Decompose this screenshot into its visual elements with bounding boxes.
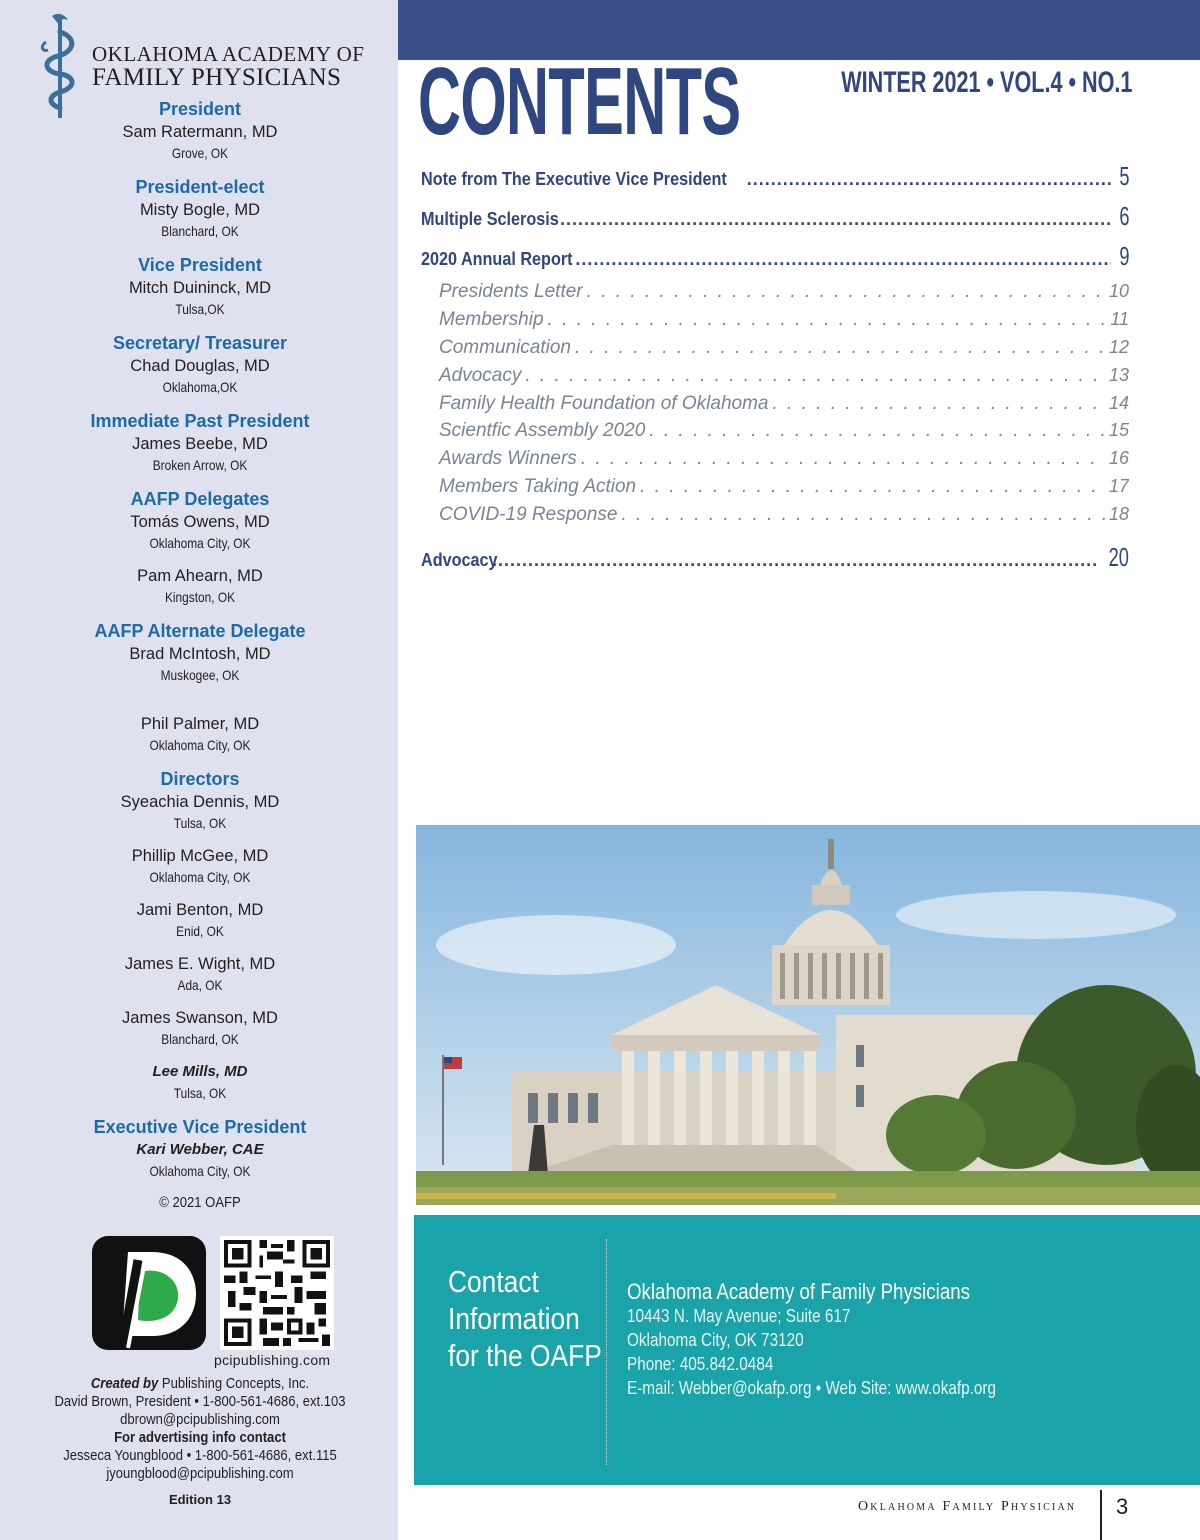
officer-entry <box>0 199 400 241</box>
officer-entry <box>0 899 400 941</box>
toc-entry[interactable] <box>421 473 1129 501</box>
officer-entry <box>0 845 400 887</box>
toc-label: Communication <box>439 336 571 358</box>
capitol-illustration <box>416 825 1200 1205</box>
toc-label: Family Health Foundation of Oklahoma <box>439 392 769 414</box>
toc-leader-dots <box>649 417 1105 444</box>
toc-entry[interactable] <box>421 278 1129 306</box>
page-title: CONTENTS <box>418 48 741 155</box>
toc-leader-dots <box>560 201 1110 237</box>
contact-address1: 10443 N. May Avenue; Suite 617 <box>627 1306 851 1326</box>
toc-label: Advocacy <box>439 364 522 386</box>
toc-leader-dots <box>575 241 1110 277</box>
officer-entry <box>0 121 400 163</box>
toc-label: Advocacy <box>421 550 498 571</box>
toc-label: 2020 Annual Report <box>421 249 573 269</box>
officer-name: Phil Palmer, MD <box>140 715 260 733</box>
officer-city: Oklahoma City, OK <box>149 737 251 753</box>
credits <box>0 1375 400 1509</box>
officer-name: Tomás Owens, MD <box>130 513 270 531</box>
officer-city: Kingston, OK <box>164 589 236 605</box>
toc-entry[interactable] <box>421 238 1129 278</box>
toc-label: COVID-19 Response <box>439 504 618 526</box>
toc-leader-dots <box>640 473 1105 500</box>
officers-list <box>0 97 400 1213</box>
officer-section <box>0 409 400 475</box>
toc-page-number: 13 <box>1108 364 1129 385</box>
toc-page-number: 14 <box>1108 392 1129 413</box>
table-of-contents <box>421 158 1129 579</box>
officer-name: Sam Ratermann, MD <box>122 123 278 141</box>
toc-entry[interactable] <box>421 390 1129 418</box>
advertising-label: For advertising info contact <box>114 1430 286 1446</box>
officer-entry <box>0 565 400 607</box>
officer-role: Vice President <box>138 255 262 275</box>
toc-entry[interactable] <box>421 539 1129 579</box>
toc-leader-dots <box>575 334 1105 361</box>
officer-city: Oklahoma City, OK <box>149 535 251 551</box>
toc-leader-dots <box>621 501 1105 528</box>
toc-page-number: 18 <box>1108 504 1129 525</box>
officer-entry <box>0 1139 400 1181</box>
officer-section <box>0 175 400 241</box>
officer-name: James Swanson, MD <box>122 1009 278 1027</box>
footer-publication: Oklahoma Family Physician <box>858 1499 1077 1514</box>
president-email[interactable]: dbrown@pcipublishing.com <box>120 1412 280 1428</box>
toc-page-number: 9 <box>1118 241 1129 271</box>
toc-label: Scientfic Assembly 2020 <box>439 420 646 442</box>
footer-divider <box>1100 1490 1102 1540</box>
contact-org: Oklahoma Academy of Family Physicians <box>627 1279 970 1304</box>
officer-name: James Beebe, MD <box>132 435 268 453</box>
officer-entry <box>0 433 400 475</box>
officer-section <box>0 253 400 319</box>
officer-city: Broken Arrow, OK <box>152 457 248 473</box>
contact-heading-line: Information <box>448 1301 580 1336</box>
toc-label: Multiple Sclerosis <box>421 209 559 229</box>
contact-heading <box>448 1263 602 1374</box>
capitol-photo <box>416 825 1200 1205</box>
officer-name: Jami Benton, MD <box>136 901 264 919</box>
officer-section <box>0 767 400 1103</box>
officer-name: Lee Mills, MD <box>152 1063 248 1080</box>
contact-divider <box>606 1239 607 1465</box>
officer-entry <box>0 791 400 833</box>
president-line: David Brown, President • 1-800-561-4686, ext.103 <box>54 1394 346 1410</box>
contact-heading-line: Contact <box>448 1264 539 1299</box>
officer-entry <box>0 277 400 319</box>
qr-code <box>220 1236 334 1350</box>
officer-entry <box>0 953 400 995</box>
toc-entry[interactable] <box>421 417 1129 445</box>
sidebar <box>0 0 398 1540</box>
officer-city: Blanchard, OK <box>161 223 239 239</box>
officer-entry <box>0 1007 400 1049</box>
officer-section <box>0 97 400 163</box>
toc-label: Members Taking Action <box>439 476 637 498</box>
toc-leader-dots <box>492 542 1096 578</box>
officer-name: Misty Bogle, MD <box>139 201 261 219</box>
logo-text-line2: FAMILY PHYSICIANS <box>92 64 342 91</box>
officer-role: AAFP Alternate Delegate <box>94 621 306 641</box>
toc-page-number: 5 <box>1118 161 1129 191</box>
toc-entry[interactable] <box>421 334 1129 362</box>
contact-phone: Phone: 405.842.0484 <box>627 1354 774 1374</box>
toc-entry[interactable] <box>421 445 1129 473</box>
officer-role: Secretary/ Treasurer <box>112 333 288 353</box>
officer-role: President-elect <box>135 177 265 197</box>
toc-page-number: 15 <box>1108 420 1129 441</box>
officer-city: Enid, OK <box>176 923 224 939</box>
toc-page-number: 6 <box>1118 201 1129 231</box>
toc-entry[interactable] <box>421 198 1129 238</box>
toc-leader-dots <box>747 161 1111 197</box>
officer-city: Oklahoma City, OK <box>149 869 251 885</box>
toc-page-number: 12 <box>1108 336 1129 357</box>
officer-city: Muskogee, OK <box>160 667 240 683</box>
contact-heading-line: for the OAFP <box>448 1338 602 1373</box>
created-by-company: Publishing Concepts, Inc. <box>161 1376 310 1392</box>
officer-city: Tulsa, OK <box>173 1085 227 1101</box>
page-number: 3 <box>1116 1494 1129 1519</box>
officer-section <box>0 1115 400 1181</box>
officer-name: Pam Ahearn, MD <box>137 567 263 585</box>
officer-name: Syeachia Dennis, MD <box>120 793 280 811</box>
toc-leader-dots <box>548 306 1107 333</box>
created-by-line <box>20 1375 380 1393</box>
toc-page-number: 17 <box>1108 476 1129 497</box>
toc-label: Presidents Letter <box>439 281 583 302</box>
toc-leader-dots <box>581 445 1105 472</box>
logo-text-line1: OKLAHOMA ACADEMY OF <box>92 42 365 66</box>
advertising-email[interactable]: jyoungblood@pcipublishing.com <box>106 1466 294 1482</box>
officer-entry <box>0 355 400 397</box>
officer-name: James E. Wight, MD <box>124 955 276 973</box>
officer-entry <box>0 643 400 685</box>
contact-box <box>414 1215 1200 1485</box>
edition-number: Edition 13 <box>168 1492 232 1507</box>
toc-label: Membership <box>439 308 544 330</box>
contact-address2: Oklahoma City, OK 73120 <box>627 1330 804 1350</box>
toc-leader-dots <box>587 278 1105 305</box>
officer-entry <box>0 511 400 553</box>
officer-city: Oklahoma City, OK <box>149 1163 251 1179</box>
officer-name: Chad Douglas, MD <box>130 357 270 375</box>
pci-publishing-logo <box>92 1236 206 1350</box>
officer-name: Brad McIntosh, MD <box>129 645 271 663</box>
officer-role: President <box>158 99 242 119</box>
officer-role: Immediate Past President <box>90 411 310 431</box>
contact-email-web[interactable]: E-mail: Webber@okafp.org • Web Site: www.okafp.org <box>627 1378 996 1398</box>
officer-role: Directors <box>160 769 240 789</box>
toc-page-number: 10 <box>1108 281 1129 301</box>
officer-city: Ada, OK <box>177 977 223 993</box>
toc-entry[interactable] <box>421 158 1129 198</box>
toc-leader-dots <box>773 390 1105 417</box>
officer-section <box>0 487 400 607</box>
officer-city: Tulsa, OK <box>173 815 227 831</box>
officer-name: Phillip McGee, MD <box>131 847 269 865</box>
toc-entry[interactable] <box>421 501 1129 529</box>
officer-role: AAFP Delegates <box>130 489 270 509</box>
officer-section <box>0 331 400 397</box>
toc-label: Note from The Executive Vice President <box>421 169 727 189</box>
officer-entry <box>0 1061 400 1103</box>
toc-page-number: 20 <box>1108 542 1129 573</box>
publisher-logos <box>92 1236 334 1350</box>
toc-leader-dots <box>525 362 1105 389</box>
officer-entry <box>0 713 400 755</box>
officer-city: Blanchard, OK <box>161 1031 239 1047</box>
toc-entry[interactable] <box>421 306 1129 334</box>
toc-entry[interactable] <box>421 362 1129 390</box>
copyright: © 2021 OAFP <box>159 1195 241 1211</box>
officer-name: Mitch Duininck, MD <box>128 279 272 297</box>
officer-city: Oklahoma,OK <box>162 379 238 395</box>
officer-city: Tulsa,OK <box>175 301 225 317</box>
officer-section <box>0 619 400 755</box>
toc-page-number: 16 <box>1108 448 1129 469</box>
created-by-label: Created by <box>90 1376 159 1392</box>
toc-label: Awards Winners <box>439 448 577 470</box>
issue-info: WINTER 2021 • VOL.4 • NO.1 <box>840 66 1132 99</box>
officer-role: Executive Vice President <box>93 1117 307 1137</box>
officer-city: Grove, OK <box>171 145 229 161</box>
toc-page-number: 11 <box>1110 308 1129 329</box>
officer-name: Kari Webber, CAE <box>136 1141 264 1158</box>
pci-url[interactable]: pcipublishing.com <box>214 1352 331 1368</box>
advertising-line: Jesseca Youngblood • 1-800-561-4686, ext.115 <box>63 1448 337 1464</box>
